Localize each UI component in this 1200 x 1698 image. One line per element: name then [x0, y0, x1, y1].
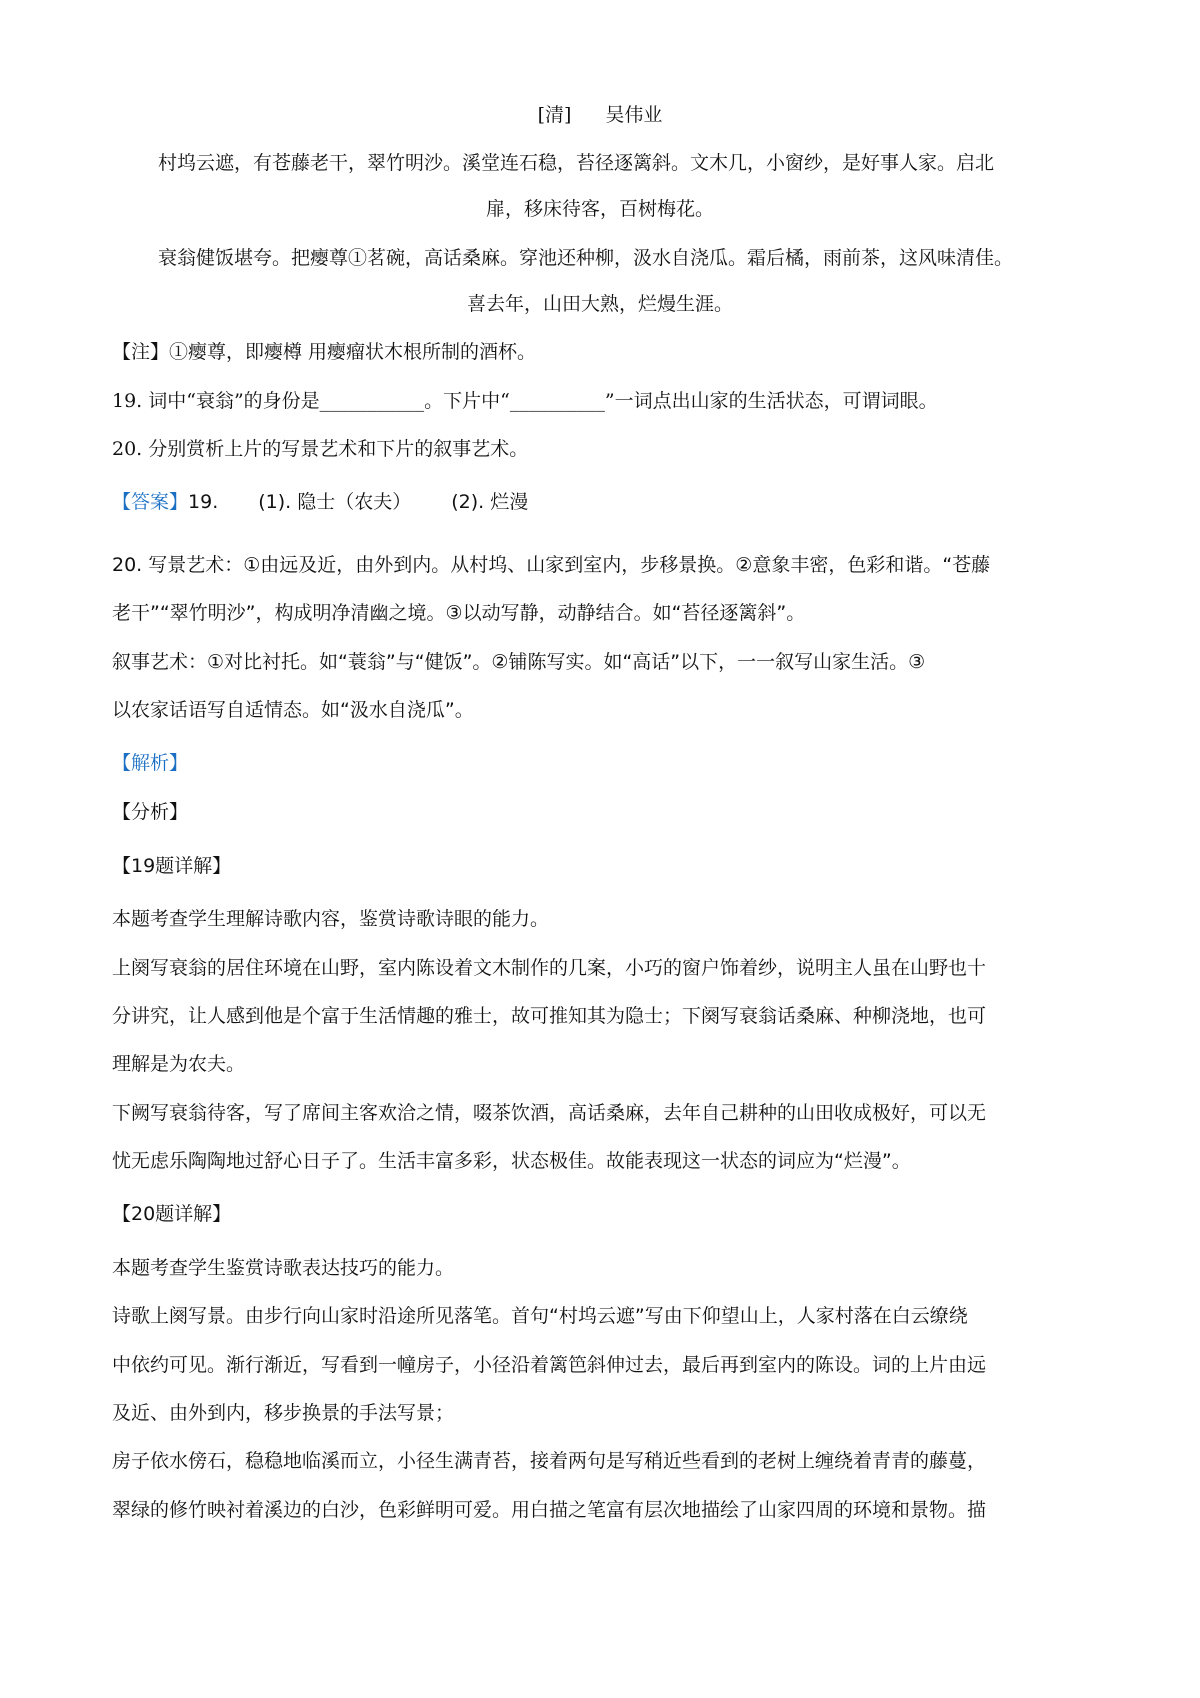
q19-detail-p2-line2: 分讲究，让人感到他是个富于生活情趣的雅士，故可推知其为隐士；下阕写衰翁话桑麻、种柳浇地，也可 — [112, 1005, 987, 1027]
answer-label: 【答案】 — [112, 491, 189, 513]
q20-detail-p2-line1: 诗歌上阕写景。由步行向山家时沿途所见落笔。首句“村坞云遮”写由下仰望山上，人家村落在白云缭绕 — [112, 1305, 968, 1327]
answer-19-row — [112, 493, 528, 512]
q19-detail-heading: 【19题详解】 — [112, 855, 232, 877]
q20-detail-heading: 【20题详解】 — [112, 1203, 232, 1225]
answer-20-line4: 以农家话语写自适情态。如“汲水自浇瓜”。 — [112, 699, 474, 721]
q19-detail-p3-line1: 下阙写衰翁待客，写了席间主客欢洽之情，啜茶饮酒，高话桑麻，去年自己耕种的山田收成极好，可以无 — [112, 1102, 987, 1124]
answer-19-part2: (2). 烂漫 — [451, 491, 529, 513]
question-20: 20. 分别赏析上片的写景艺术和下片的叙事艺术。 — [112, 438, 529, 460]
q20-detail-p3-line1: 房子依水傍石，稳稳地临溪而立，小径生满青苔，接着两句是写稍近些看到的老树上缠绕着青青的藤蔓， — [112, 1450, 987, 1472]
answer-19-part1: (1). 隐士（农夫） — [258, 491, 412, 513]
answer-20-line2: 老干”“翠竹明沙”，构成明净清幽之境。③以动写静，动静结合。如“苔径逐篱斜”。 — [112, 602, 806, 624]
analysis-label: 【解析】 — [112, 752, 189, 774]
answer-19-number: 19. — [188, 491, 219, 513]
poem-attribution — [0, 106, 1200, 125]
q20-detail-p2-line3: 及近、由外到内，移步换景的手法写景； — [112, 1402, 455, 1424]
q19-detail-p2-line1: 上阕写衰翁的居住环境在山野，室内陈设着文木制作的几案，小巧的窗户饰着纱，说明主人虽在山野也十 — [112, 957, 987, 979]
poem-stanza1-line1: 村坞云遮，有苍藤老干，翠竹明沙。溪堂连石稳，苔径逐篱斜。文木几，小窗纱，是好事人家。启北 — [158, 152, 995, 174]
poem-stanza2-line1: 衰翁健饭堪夸。把瘿尊①茗碗，高话桑麻。穿池还种柳，汲水自浇瓜。霜后橘，雨前茶，这风味清佳。 — [158, 247, 1014, 269]
q20-detail-p2-line2: 中依约可见。渐行渐近，写看到一幢房子，小径沿着篱笆斜伸过去，最后再到室内的陈设。词的上片由远 — [112, 1354, 987, 1376]
q19-detail-p2-line3: 理解是为农夫。 — [112, 1053, 246, 1075]
poem-stanza2-line2: 喜去年，山田大熟，烂熳生涯。 — [466, 293, 733, 315]
q19-detail-p3-line2: 忧无虑乐陶陶地过舒心日子了。生活丰富多彩，状态极佳。故能表现这一状态的词应为“烂漫”。 — [112, 1150, 911, 1172]
poem-dynasty: [清] — [537, 104, 572, 126]
q19-detail-p1: 本题考查学生理解诗歌内容，鉴赏诗歌诗眼的能力。 — [112, 908, 550, 930]
poem-stanza1-line2: 扉，移床待客，百树梅花。 — [485, 198, 714, 220]
poem-author: 吴伟业 — [605, 104, 663, 126]
answer-20-line3: 叙事艺术：①对比衬托。如“蓑翁”与“健饭”。②铺陈写实。如“高话”以下，一一叙写山家生活。③ — [112, 651, 926, 673]
poem-note: 【注】①瘿尊，即瘿樽 用瘿瘤状木根所制的酒杯。 — [112, 341, 537, 363]
question-19: 19. 词中“衰翁”的身份是___________。下片中“__________”一词点出山家的生活状态，可谓词眼。 — [112, 390, 938, 412]
q20-detail-p3-line2: 翠绿的修竹映衬着溪边的白沙，色彩鲜明可爱。用白描之笔富有层次地描绘了山家四周的环境和景物。描 — [112, 1499, 987, 1521]
answer-20-line1: 20. 写景艺术：①由远及近，由外到内。从村坞、山家到室内，步移景换。②意象丰密，色彩和谐。“苍藤 — [112, 554, 991, 576]
analysis-fenxi: 【分析】 — [112, 801, 189, 823]
q20-detail-p1: 本题考查学生鉴赏诗歌表达技巧的能力。 — [112, 1257, 455, 1279]
